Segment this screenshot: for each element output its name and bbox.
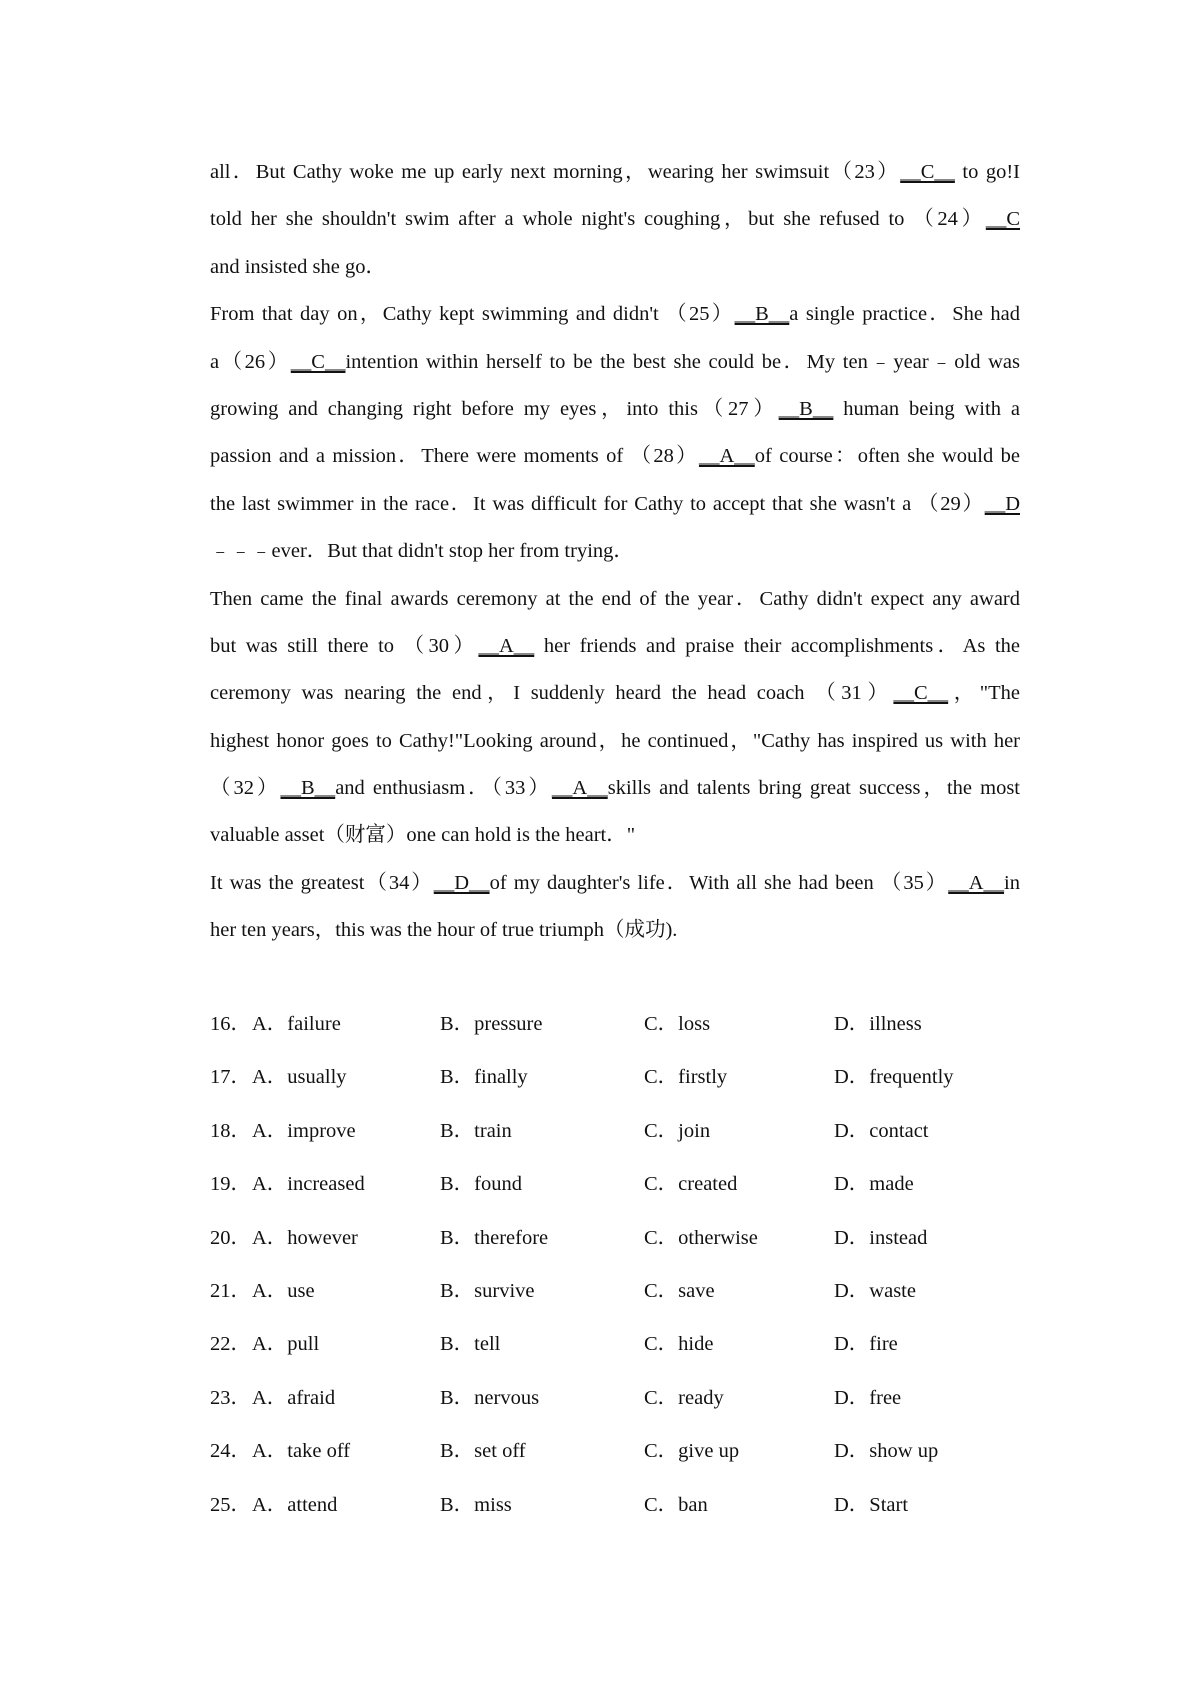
passage-text: intention within herself to be the best she could be．My ten﹣year﹣old was — [345, 350, 1020, 373]
option-c: C．ban — [644, 1493, 708, 1516]
passage-line — [210, 860, 1020, 907]
option-a: A．usually — [252, 1066, 347, 1089]
answer-options — [210, 998, 1030, 1532]
question-number: 24． — [210, 1440, 251, 1463]
passage-text: It was the greatest（34） — [210, 871, 434, 894]
passage-text: in — [1004, 871, 1020, 894]
answer-blank-29: __D — [984, 492, 1020, 515]
option-row — [210, 1372, 1030, 1425]
option-d: D．illness — [834, 1013, 922, 1035]
option-row — [210, 1425, 1030, 1478]
question-number: 22． — [210, 1333, 251, 1356]
passage-text: and insisted she go． — [210, 255, 386, 278]
option-row — [210, 1158, 1030, 1211]
option-b: B．survive — [440, 1279, 535, 1302]
passage-line — [210, 481, 1020, 528]
option-a: A．attend — [252, 1493, 338, 1516]
option-a: A．pull — [252, 1333, 320, 1356]
question-number: 18． — [210, 1119, 251, 1142]
passage-line — [210, 149, 1020, 196]
passage-line — [210, 433, 1020, 480]
option-a: A．use — [252, 1279, 315, 1302]
passage-text: her ten years，this was the hour of true triumph（成功). — [210, 919, 678, 942]
option-row — [210, 1051, 1030, 1104]
option-d: D．instead — [834, 1226, 928, 1249]
option-b: B．pressure — [440, 1013, 543, 1035]
option-c: C．ready — [644, 1386, 724, 1409]
passage-text: her friends and praise their accomplishments．As the — [534, 634, 1020, 657]
option-a: A．afraid — [252, 1386, 336, 1409]
option-b: B．set off — [440, 1440, 526, 1463]
option-d: D．Start — [834, 1493, 909, 1516]
passage-line — [210, 386, 1020, 433]
option-a: A．increased — [252, 1173, 365, 1196]
passage-line — [210, 196, 1020, 243]
option-row — [210, 1479, 1030, 1532]
passage-text: From that day on，Cathy kept swimming and didn't （25） — [210, 303, 735, 326]
option-d: D．fire — [834, 1333, 898, 1356]
option-c: C．created — [644, 1173, 738, 1196]
option-b: B．finally — [440, 1066, 528, 1089]
answer-blank-27: __B__ — [778, 397, 834, 420]
option-row — [210, 998, 1030, 1051]
question-number: 17． — [210, 1066, 251, 1089]
passage-text: ceremony was nearing the end，I suddenly heard the head coach （31） — [210, 682, 894, 705]
passage-line — [210, 576, 1020, 623]
passage-line — [210, 765, 1020, 812]
passage-line — [210, 339, 1020, 386]
passage-text: human being with a — [833, 397, 1020, 420]
passage-text: highest honor goes to Cathy!"Looking around，he continued，"Cathy has inspired us with her — [210, 729, 1020, 752]
option-d: D．waste — [834, 1279, 916, 1302]
passage-line — [210, 718, 1020, 765]
passage-text: growing and changing right before my eyes，into this（27） — [210, 397, 779, 420]
option-d: D．free — [834, 1386, 902, 1409]
passage-text: but was still there to （30） — [210, 634, 479, 657]
question-number: 25． — [210, 1493, 251, 1516]
option-b: B．train — [440, 1119, 512, 1142]
answer-blank-32: __B__ — [280, 777, 336, 800]
passage-text: ﹣﹣﹣ever．But that didn't stop her from trying． — [210, 540, 634, 563]
option-a: A．failure — [252, 1013, 341, 1035]
passage-text: skills and talents bring great success，the most — [607, 777, 1021, 800]
option-d: D．made — [834, 1173, 914, 1196]
option-row — [210, 1212, 1030, 1265]
passage-text: of my daughter's life．With all she had been （35） — [489, 871, 949, 894]
question-number: 21． — [210, 1279, 251, 1302]
answer-blank-30: __A__ — [478, 634, 535, 657]
option-row — [210, 1318, 1030, 1371]
answer-blank-33: __A__ — [551, 777, 608, 800]
answer-blank-28: __A__ — [698, 445, 755, 468]
option-c: C．otherwise — [644, 1226, 758, 1249]
option-a: A．improve — [252, 1119, 356, 1142]
answer-blank-35: __A__ — [948, 871, 1005, 894]
option-row — [210, 1105, 1030, 1158]
passage-text: a（26） — [210, 350, 291, 373]
answer-blank-23: __C__ — [900, 161, 955, 183]
passage-line — [210, 244, 1020, 291]
option-d: D．contact — [834, 1119, 929, 1142]
answer-blank-25: __B__ — [734, 303, 790, 326]
answer-blank-24: __C — [985, 208, 1020, 231]
option-d: D．frequently — [834, 1066, 954, 1089]
passage — [210, 149, 1020, 955]
passage-line — [210, 291, 1020, 338]
option-b: B．miss — [440, 1493, 512, 1516]
option-b: B．found — [440, 1173, 522, 1196]
passage-text: all．But Cathy woke me up early next morning，wearing her swimsuit（23） — [210, 161, 901, 183]
option-a: A．however — [252, 1226, 358, 1249]
passage-text: passion and a mission．There were moments of （28） — [210, 445, 699, 468]
passage-text: and enthusiasm．（33） — [335, 777, 552, 800]
passage-text: Then came the final awards ceremony at the end of the year．Cathy didn't expect any award — [210, 587, 1020, 610]
passage-text: the last swimmer in the race．It was difficult for Cathy to accept that she wasn't a （29） — [210, 492, 985, 515]
answer-blank-31: __C__ — [893, 682, 949, 705]
passage-line — [210, 907, 1020, 954]
option-a: A．take off — [252, 1440, 351, 1463]
option-d: D．show up — [834, 1440, 939, 1463]
passage-text: ，"The — [948, 682, 1020, 705]
passage-text: of course：often she would be — [754, 445, 1020, 468]
passage-line — [210, 623, 1020, 670]
question-number: 19． — [210, 1173, 251, 1196]
answer-blank-26: __C__ — [290, 350, 346, 373]
option-b: B．nervous — [440, 1386, 540, 1409]
option-c: C．give up — [644, 1440, 740, 1463]
option-c: C．save — [644, 1279, 715, 1302]
passage-line — [210, 812, 1020, 859]
question-number: 16． — [210, 1013, 251, 1035]
option-c: C．firstly — [644, 1066, 728, 1089]
passage-text: （32） — [210, 777, 281, 800]
passage-line — [210, 670, 1020, 717]
option-b: B．tell — [440, 1333, 501, 1356]
option-c: C．hide — [644, 1333, 714, 1356]
question-number: 20． — [210, 1226, 251, 1249]
option-row — [210, 1265, 1030, 1318]
passage-line — [210, 528, 1020, 575]
question-number: 23． — [210, 1386, 251, 1409]
passage-text: told her she shouldn't swim after a whole night's coughing，but she refused to （24） — [210, 208, 986, 231]
option-b: B．therefore — [440, 1226, 549, 1249]
answer-blank-34: __D__ — [433, 871, 490, 894]
passage-text: valuable asset（财富）one can hold is the heart．" — [210, 824, 636, 847]
passage-text: to go!I — [954, 161, 1020, 183]
passage-text: a single practice．She had — [789, 303, 1020, 326]
option-c: C．loss — [644, 1013, 711, 1035]
option-c: C．join — [644, 1119, 711, 1142]
